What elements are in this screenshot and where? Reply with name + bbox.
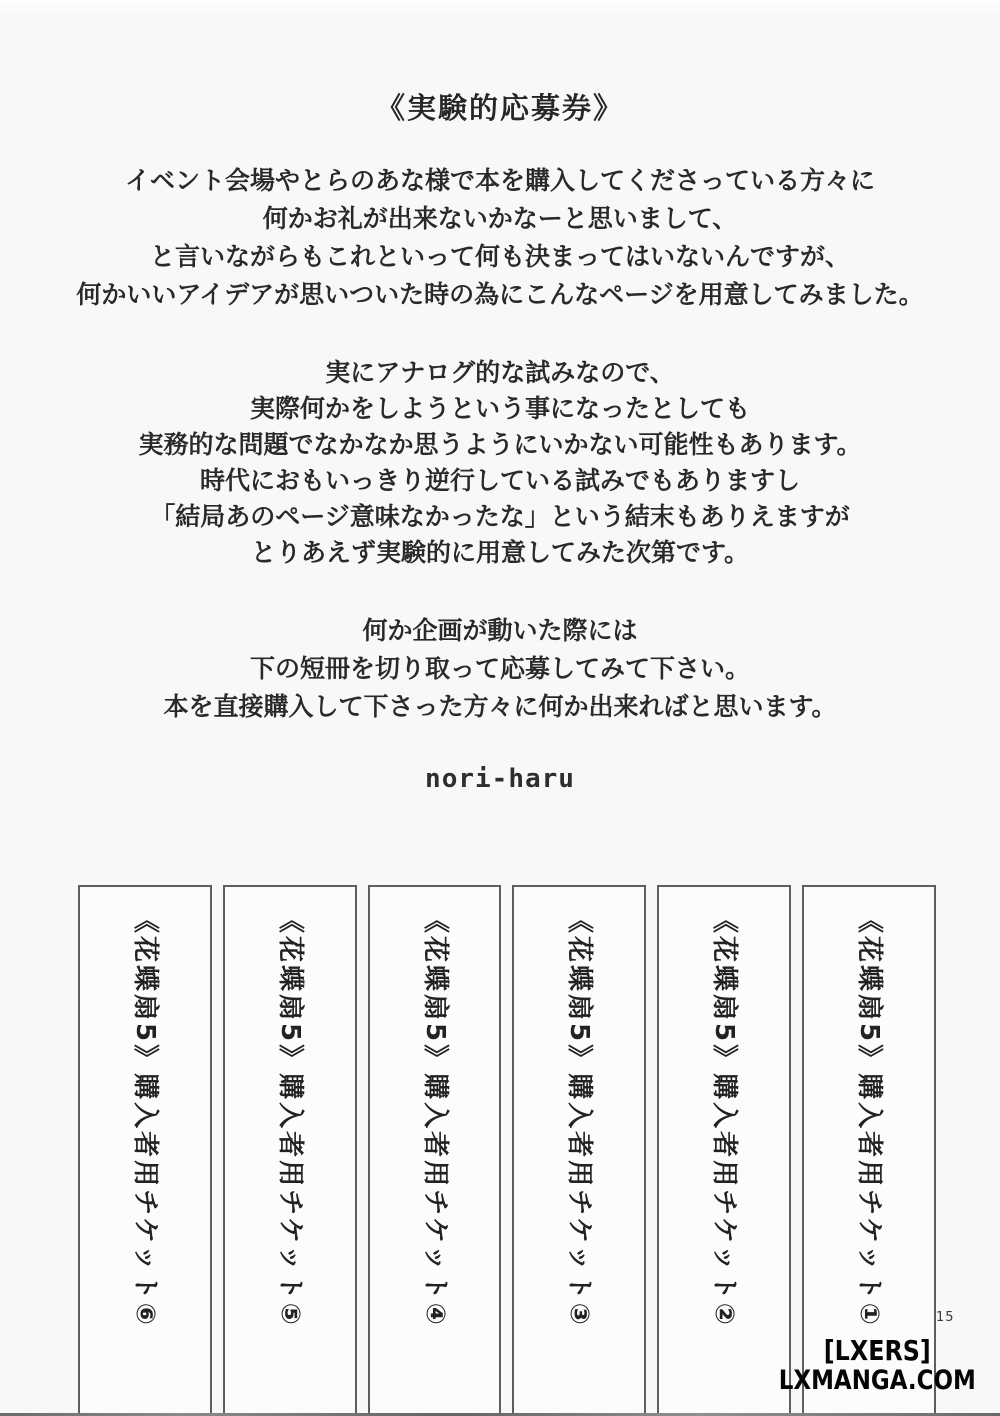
body-line: 何か企画が動いた際には (362, 616, 638, 645)
body-line: 何かいいアイデアが思いついた時の為にこんなページを用意してみました。 (76, 280, 924, 309)
body-line: 時代におもいっきり逆行している試みでもありますし (199, 466, 800, 495)
ticket-label: 《花蝶扇5》購入者用チケット③ (564, 907, 595, 1328)
page-title: 《実験的応募券》 (375, 91, 624, 125)
body-line: 実務的な問題でなかなか思うようにいかない可能性もあります。 (138, 430, 862, 459)
body-line: 下の短冊を切り取って応募してみて下さい。 (249, 654, 750, 683)
ticket-label: 《花蝶扇5》購入者用チケット⑤ (274, 907, 305, 1328)
watermark-site-name: LXMANGA.COM (778, 1365, 976, 1396)
body-line: 本を直接購入して下さった方々に何か出来ればと思います。 (163, 692, 837, 721)
page-number: 15 (936, 1310, 955, 1325)
watermark-group-tag: [LXERS] (823, 1334, 931, 1367)
ticket-3 (512, 885, 646, 1416)
body-line: とりあえず実験的に用意してみた次第です。 (250, 538, 749, 567)
body-line: 何かお礼が出来ないかなーと思いまして、 (262, 204, 738, 233)
paragraph-instructions (0, 612, 1000, 726)
author-signature: nori-haru (425, 764, 575, 794)
paragraph-caveats (0, 355, 1000, 571)
paragraph-intro (0, 162, 1000, 314)
ticket-4 (368, 885, 502, 1416)
ticket-2 (657, 885, 791, 1416)
body-line: 実にアナログ的な試みなので、 (325, 358, 675, 387)
ticket-5 (223, 885, 357, 1416)
body-line: と言いながらもこれといって何も決まってはいないんですが、 (149, 242, 850, 271)
ticket-label: 《花蝶扇5》購入者用チケット② (709, 907, 740, 1328)
ticket-label: 《花蝶扇5》購入者用チケット④ (419, 907, 450, 1328)
ticket-6 (78, 885, 212, 1416)
ticket-label: 《花蝶扇5》購入者用チケット⑥ (129, 907, 160, 1328)
watermark (779, 1336, 976, 1396)
body-line: 実際何かをしようという事になったとしても (249, 394, 750, 423)
ticket-label: 《花蝶扇5》購入者用チケット① (854, 907, 885, 1328)
body-line: イベント会場やとらのあな様で本を購入してくださっている方々に (124, 166, 875, 195)
body-line: 「結局あのページ意味なかったな」という結末もありえますが (150, 502, 850, 531)
